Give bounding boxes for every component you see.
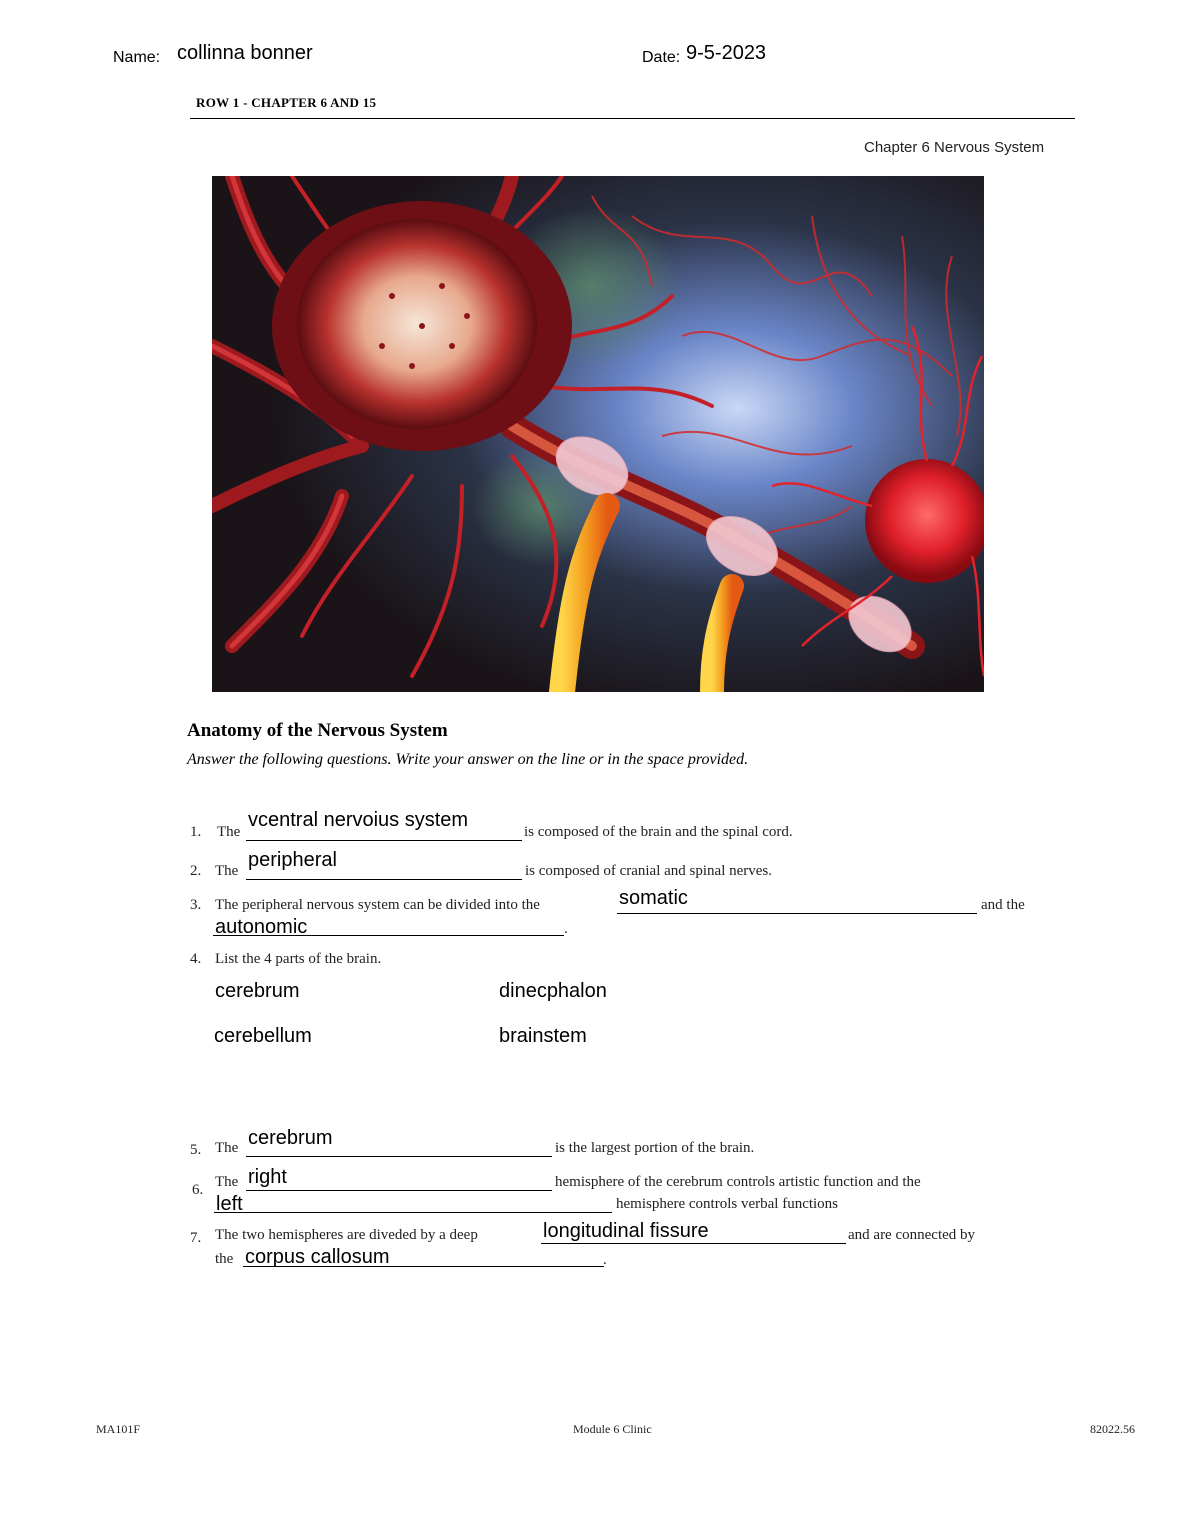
q1-text-pre: The (217, 824, 241, 840)
q2-text-pre: The (215, 863, 239, 879)
q7-number: 7. (190, 1230, 202, 1246)
q3-text-mid: and the (981, 897, 1025, 913)
q4-answer-2[interactable]: dinecphalon (499, 980, 607, 1002)
date-value[interactable]: 9-5-2023 (686, 42, 767, 64)
q4-text: List the 4 parts of the brain. (215, 951, 382, 967)
footer-course-code: MA101F (96, 1422, 141, 1436)
q5-text-post: is the largest portion of the brain. (555, 1140, 755, 1156)
q4-number: 4. (190, 951, 202, 967)
q5-number: 5. (190, 1142, 202, 1158)
q6-text-pre: The (215, 1174, 239, 1190)
row-title: ROW 1 - CHAPTER 6 AND 15 (196, 95, 377, 110)
q2-answer-field[interactable]: peripheral (246, 849, 522, 880)
q7-text-end: . (603, 1252, 607, 1268)
chapter-label: Chapter 6 Nervous System (864, 139, 1045, 156)
q3-text-pre: The peripheral nervous system can be divided into the (215, 897, 540, 913)
q4-answer-3[interactable]: cerebellum (214, 1025, 312, 1047)
section-instructions: Answer the following questions. Write your answer on the line or in the space provided. (187, 751, 749, 768)
section-title: Anatomy of the Nervous System (187, 720, 448, 741)
q1-text-post: is composed of the brain and the spinal cord. (524, 824, 793, 840)
q1-number: 1. (190, 824, 202, 840)
q4-answer-4[interactable]: brainstem (499, 1025, 587, 1047)
q7-text-mid: and are connected by (848, 1227, 976, 1243)
q3-answer2-field[interactable]: autonomic (213, 916, 564, 936)
q6-number: 6. (192, 1182, 204, 1198)
q2-number: 2. (190, 863, 202, 879)
name-value[interactable]: collinna bonner (177, 42, 313, 64)
footer-module: Module 6 Clinic (573, 1422, 652, 1436)
name-label: Name: (113, 49, 161, 66)
q7-answer1-field[interactable]: longitudinal fissure (541, 1220, 846, 1244)
q5-answer-field[interactable]: cerebrum (246, 1127, 552, 1157)
q6-text-mid: hemisphere of the cerebrum controls artistic function and the (555, 1174, 921, 1190)
q3-text-end: . (564, 921, 568, 937)
date-label: Date: (642, 49, 681, 66)
q7-text-pre: The two hemispheres are diveded by a deep (215, 1227, 478, 1243)
header-rule (190, 118, 1075, 119)
q6-answer2-field[interactable]: left (214, 1193, 612, 1213)
q1-answer-field[interactable]: vcentral nervoius system (246, 809, 522, 841)
q4-answer-1[interactable]: cerebrum (215, 980, 300, 1002)
footer-version: 82022.56 (1090, 1422, 1135, 1436)
q6-text-post: hemisphere controls verbal functions (616, 1196, 839, 1212)
q6-answer1-field[interactable]: right (246, 1166, 552, 1191)
neuron-illustration (212, 176, 984, 692)
q7-text-pre2: the (215, 1251, 234, 1267)
q3-answer1-field[interactable]: somatic (617, 887, 977, 914)
q2-text-post: is composed of cranial and spinal nerves. (525, 863, 773, 879)
q7-answer2-field[interactable]: corpus callosum (243, 1246, 604, 1267)
neuron-illustration-svg (212, 176, 984, 692)
q5-text-pre: The (215, 1140, 239, 1156)
q3-number: 3. (190, 897, 202, 913)
